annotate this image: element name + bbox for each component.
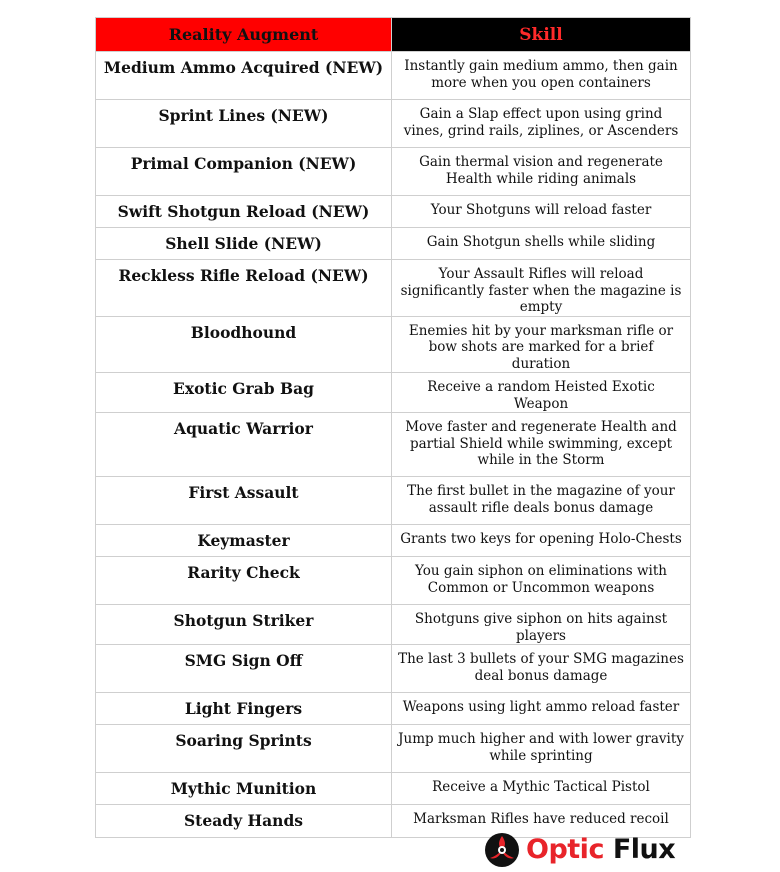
augment-name-cell: Light Fingers [96,693,392,725]
skill-description-cell: Shotguns give siphon on hits against players [392,605,691,645]
skill-description-cell: Move faster and regenerate Health and partial Shield while swimming, except while in the Storm [392,413,691,477]
augment-name-cell: First Assault [96,477,392,525]
table-row [96,605,691,645]
augment-name-cell: SMG Sign Off [96,645,392,693]
augment-name-cell: Exotic Grab Bag [96,373,392,413]
table-row [96,52,691,100]
augment-name-cell: Swift Shotgun Reload (NEW) [96,196,392,228]
augment-name-cell: Keymaster [96,525,392,557]
augments-table [95,17,691,838]
skill-description-cell: Enemies hit by your marksman rifle or bow shots are marked for a brief duration [392,316,691,373]
augment-name-cell: Rarity Check [96,557,392,605]
table-row [96,373,691,413]
table-row [96,693,691,725]
skill-description-cell: You gain siphon on eliminations with Common or Uncommon weapons [392,557,691,605]
skill-description-cell: The last 3 bullets of your SMG magazines deal bonus damage [392,645,691,693]
logo-word-optic: Optic [526,834,604,865]
table-row [96,477,691,525]
augment-name-cell: Shell Slide (NEW) [96,228,392,260]
header-skill: Skill [392,18,691,52]
header-reality-augment: Reality Augment [96,18,392,52]
table-row [96,196,691,228]
table-row [96,645,691,693]
skill-description-cell: Receive a Mythic Tactical Pistol [392,773,691,805]
table-row [96,413,691,477]
skill-description-cell: Marksman Rifles have reduced recoil [392,805,691,838]
table-row [96,725,691,773]
skill-description-cell: Gain a Slap effect upon using grind vines, grind rails, ziplines, or Ascenders [392,100,691,148]
table-row [96,228,691,260]
table-header-row [96,18,691,52]
skill-description-cell: Instantly gain medium ammo, then gain more when you open containers [392,52,691,100]
table-row [96,148,691,196]
skill-description-cell: Gain Shotgun shells while sliding [392,228,691,260]
skill-description-cell: Your Shotguns will reload faster [392,196,691,228]
optic-flux-logo [484,830,675,870]
logo-word-flux: Flux [612,834,676,865]
skill-description-cell: Gain thermal vision and regenerate Health while riding animals [392,148,691,196]
augment-name-cell: Reckless Rifle Reload (NEW) [96,260,392,317]
table-row [96,557,691,605]
augment-name-cell: Medium Ammo Acquired (NEW) [96,52,392,100]
augment-name-cell: Soaring Sprints [96,725,392,773]
skill-description-cell: Jump much higher and with lower gravity while sprinting [392,725,691,773]
augment-name-cell: Sprint Lines (NEW) [96,100,392,148]
table-row [96,316,691,373]
augment-name-cell: Primal Companion (NEW) [96,148,392,196]
skill-description-cell: Grants two keys for opening Holo-Chests [392,525,691,557]
skill-description-cell: Receive a random Heisted Exotic Weapon [392,373,691,413]
table-row [96,100,691,148]
augment-name-cell: Steady Hands [96,805,392,838]
augment-name-cell: Mythic Munition [96,773,392,805]
augment-name-cell: Bloodhound [96,316,392,373]
skill-description-cell: Your Assault Rifles will reload significantly faster when the magazine is empty [392,260,691,317]
augment-name-cell: Shotgun Striker [96,605,392,645]
table-row [96,260,691,317]
table-row [96,525,691,557]
augment-name-cell: Aquatic Warrior [96,413,392,477]
skill-description-cell: The first bullet in the magazine of your assault rifle deals bonus damage [392,477,691,525]
optic-flux-logo-icon [484,832,520,868]
table-row [96,773,691,805]
skill-description-cell: Weapons using light ammo reload faster [392,693,691,725]
